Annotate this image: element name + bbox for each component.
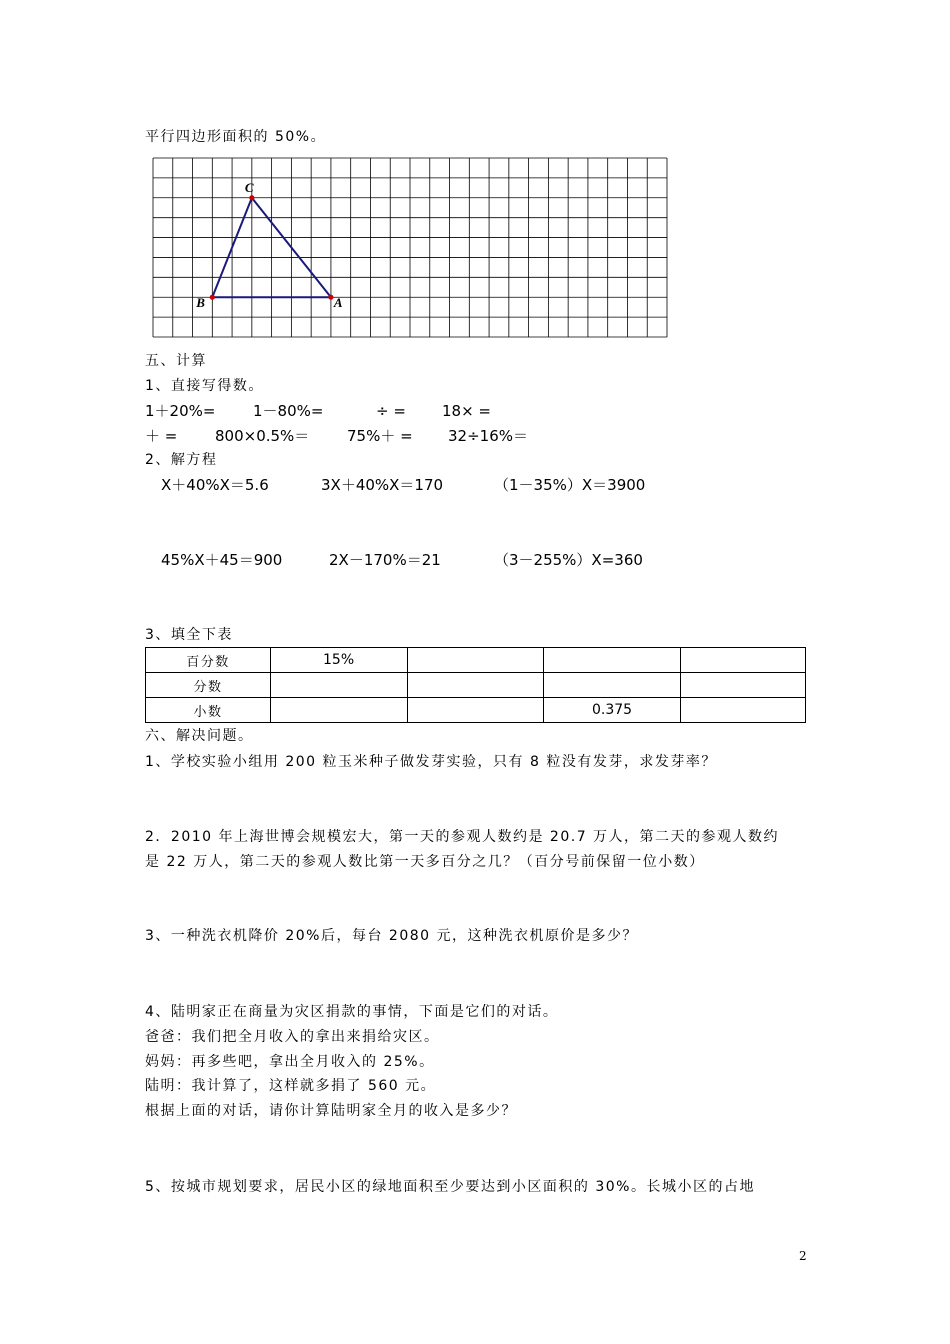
- table-cell: 0.375: [544, 698, 681, 723]
- section6-title: 六、解决问题。: [145, 728, 254, 744]
- problem-3: 3、一种洗衣机降价 20%后，每台 2080 元，这种洗衣机原价是多少？: [145, 928, 639, 944]
- row-header-fraction: 分数: [146, 673, 271, 698]
- equation: （1－35%）X＝3900: [494, 476, 646, 494]
- vertex-label-a: A: [333, 295, 343, 311]
- problem-2-line1: 2．2010 年上海世博会规模宏大，第一天的参观人数约是 20.7 万人，第二天的参观人数约: [145, 829, 780, 845]
- calc-item: 75%＋ =: [347, 427, 413, 445]
- equation: 3X＋40%X＝170: [321, 476, 444, 494]
- equation: 2X－170%＝21: [329, 551, 441, 569]
- page-number: 2: [799, 1249, 807, 1263]
- intro-line: 平行四边形面积的 50%。: [145, 129, 327, 145]
- problem-4-mom: 妈妈：再多些吧，拿出全月收入的 25%。: [145, 1054, 435, 1070]
- problem-4-line1: 4、陆明家正在商量为灾区捐款的事情，下面是它们的对话。: [145, 1004, 559, 1020]
- calc-item: 1＋20%=: [145, 402, 216, 420]
- table-cell: [681, 648, 806, 673]
- table-cell: [271, 698, 408, 723]
- fill-table: [145, 647, 806, 723]
- table-cell: [408, 698, 544, 723]
- grid-figure: [152, 157, 668, 338]
- row-header-percent: 百分数: [146, 648, 271, 673]
- table-cell: [408, 648, 544, 673]
- calc-item: 32÷16%＝: [448, 427, 528, 445]
- problem-4-dad: 爸爸：我们把全月收入的拿出来捐给灾区。: [145, 1029, 440, 1045]
- problem-5: 5、按城市规划要求，居民小区的绿地面积至少要达到小区面积的 30%。长城小区的占地: [145, 1179, 755, 1195]
- table-cell: 15%: [271, 648, 408, 673]
- table-cell: [681, 698, 806, 723]
- vertex-point-b: [210, 295, 215, 300]
- vertex-label-b: B: [196, 295, 205, 311]
- table-row: [146, 648, 806, 673]
- section5-title: 五、计算: [145, 353, 207, 369]
- vertex-point-c: [249, 195, 254, 200]
- equation: （3－255%）X=360: [494, 551, 643, 569]
- table-cell: [544, 648, 681, 673]
- problem-1: 1、学校实验小组用 200 粒玉米种子做发芽实验，只有 8 粒没有发芽，求发芽率？: [145, 754, 717, 770]
- calc-item: ÷ =: [376, 402, 406, 420]
- row-header-decimal: 小数: [146, 698, 271, 723]
- table-cell: [544, 673, 681, 698]
- vertex-point-a: [328, 295, 333, 300]
- problem-2-line2: 是 22 万人，第二天的参观人数比第一天多百分之几？（百分号前保留一位小数）: [145, 854, 705, 870]
- calc-item: 800×0.5%＝: [215, 427, 310, 445]
- q3-title: 3、填全下表: [145, 627, 233, 643]
- calc-item: 1－80%=: [253, 402, 324, 420]
- table-row: [146, 698, 806, 723]
- vertex-label-c: C: [244, 179, 254, 195]
- table-row: [146, 673, 806, 698]
- q1-title: 1、直接写得数。: [145, 378, 264, 394]
- problem-4-question: 根据上面的对话，请你计算陆明家全月的收入是多少？: [145, 1103, 517, 1119]
- equation: 45%X＋45＝900: [161, 551, 283, 569]
- table-cell: [408, 673, 544, 698]
- q2-title: 2、解方程: [145, 452, 218, 468]
- calc-item: ＋ =: [145, 427, 178, 445]
- calc-item: 18× =: [442, 402, 491, 420]
- equation: X＋40%X＝5.6: [161, 476, 269, 494]
- table-cell: [681, 673, 806, 698]
- problem-4-luming: 陆明：我计算了，这样就多捐了 560 元。: [145, 1078, 437, 1094]
- table-cell: [271, 673, 408, 698]
